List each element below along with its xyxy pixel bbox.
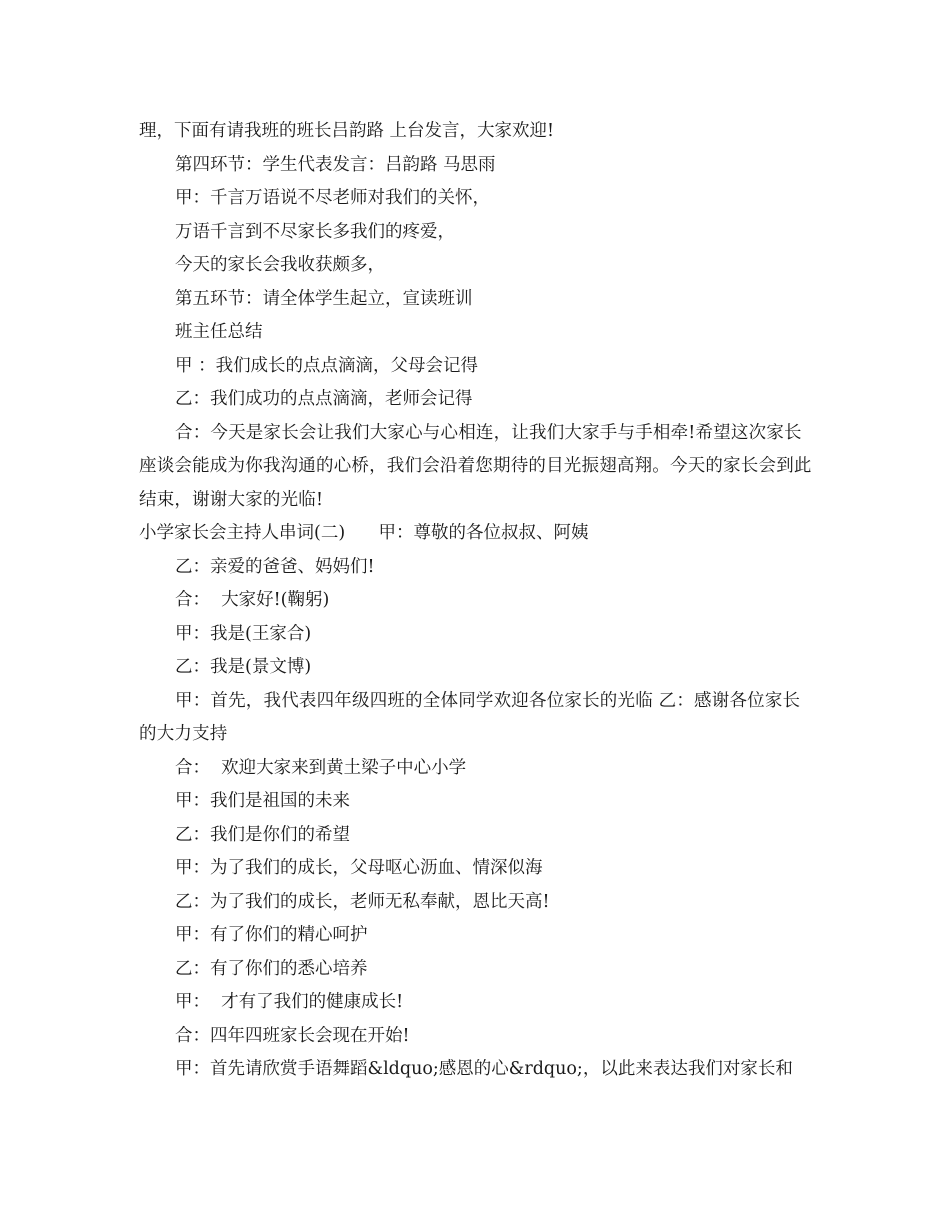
text-line: 理，下面有请我班的班长吕韵路 上台发言，大家欢迎! (139, 121, 555, 141)
dialogue-line: 今天的家长会我收获颇多， (175, 255, 385, 275)
dialogue-line: 乙：我们成功的点点滴滴，老师会记得 (175, 389, 473, 409)
dialogue-line: 乙：亲爱的爸爸、妈妈们! (175, 556, 375, 577)
dialogue-line: 甲：千言万语说不尽老师对我们的关怀， (175, 188, 490, 208)
dialogue-line: 合： 欢迎大家来到黄土梁子中心小学 (175, 757, 467, 778)
dialogue-line: 甲：我们是祖国的未来 (175, 791, 350, 811)
dialogue-line: 合：四年四班家长会现在开始! (175, 1025, 410, 1046)
dialogue-line: 甲 ：我们成长的点点滴滴，父母会记得 (175, 355, 479, 376)
dialogue-line: 乙：我们是你们的希望 (175, 824, 350, 845)
dialogue-line: 乙：为了我们的成长，老师无私奉献，恩比天高! (175, 891, 550, 912)
section-heading: 第四环节：学生代表发言：吕韵路 马思雨 (175, 154, 496, 175)
dialogue-line: 乙：有了你们的悉心培养 (175, 958, 368, 979)
section-heading: 第五环节：请全体学生起立，宣读班训 (175, 288, 473, 309)
document-subtitle: 小学家长会主持人串词(二) 甲：尊敬的各位叔叔、阿姨 (139, 523, 589, 543)
dialogue-line: 甲：为了我们的成长，父母呕心沥血、情深似海 (175, 858, 543, 878)
dialogue-line: 万语千言到不尽家长多我们的疼爱， (175, 221, 455, 242)
dialogue-paragraph: 甲：首先，我代表四年级四班的全体同学欢迎各位家长的光临 乙：感谢各位家长的大力支持 (139, 690, 801, 744)
dialogue-line: 甲：我是(王家合) (175, 623, 312, 644)
dialogue-line: 合： 大家好!(鞠躬) (175, 590, 330, 610)
dialogue-line: 甲：有了你们的精心呵护 (175, 925, 368, 945)
dialogue-line: 甲： 才有了我们的健康成长! (175, 992, 404, 1012)
text-line: 班主任总结 (175, 322, 263, 342)
document-body (139, 115, 814, 1087)
dialogue-line: 乙：我是(景文博) (175, 657, 312, 677)
closing-paragraph: 合：今天是家长会让我们大家心与心相连，让我们大家手与手相牵!希望这次家长座谈会能成为你我沟通的心桥，我们会沿着您期待的目光振翅高翔。今天的家长会到此结束，谢谢大家的光临! (139, 422, 812, 510)
dialogue-line: 甲：首先请欣赏手语舞蹈&ldquo;感恩的心&rdquo;，以此来表达我们对家长和 (175, 1059, 793, 1079)
